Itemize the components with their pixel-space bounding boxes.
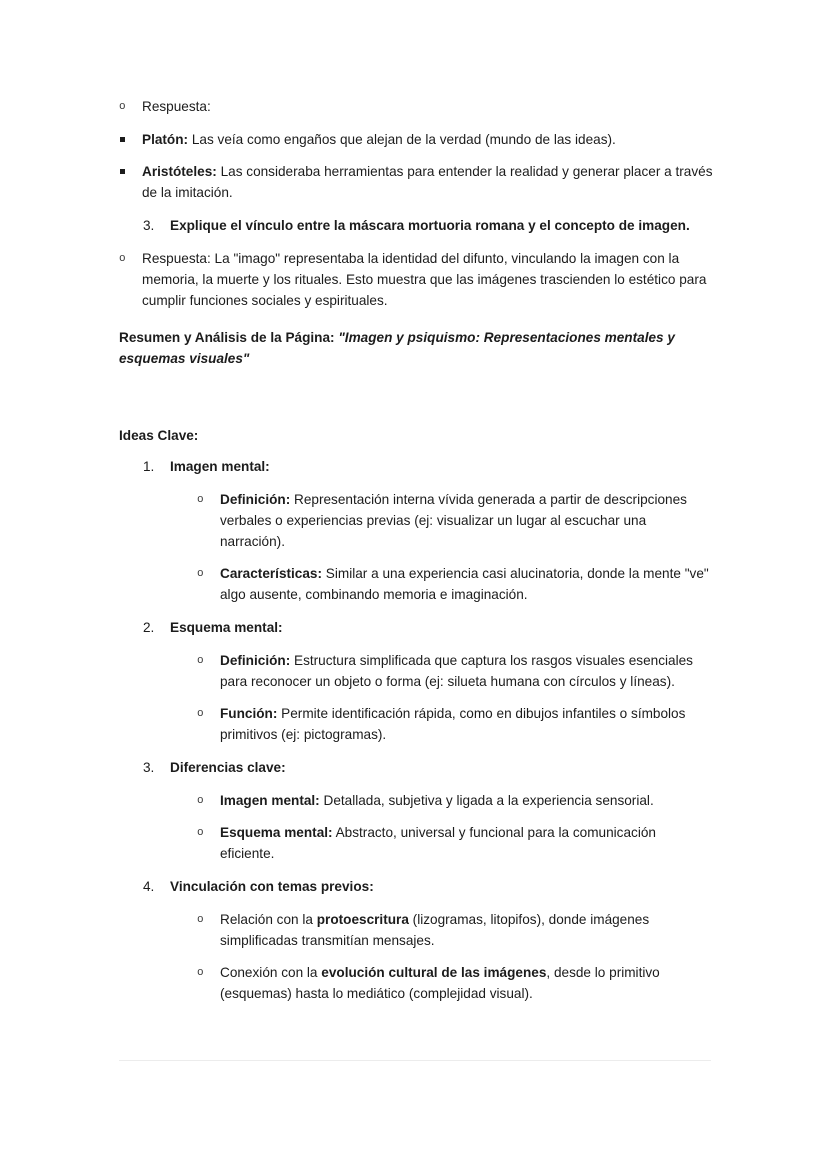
circle-bullet-icon: o — [197, 967, 204, 979]
circle-bullet-icon: o — [197, 795, 204, 807]
idea-subitem-list — [197, 790, 713, 864]
summary-heading-title: "Imagen y psiquismo: Representaciones mentales y esquemas visuales" — [119, 330, 675, 366]
detail-label: Función: — [220, 706, 278, 721]
idea-title: Vinculación con temas previos: — [170, 879, 374, 894]
circle-bullet-icon: o — [197, 568, 204, 580]
question-3-title: Explique el vínculo entre la máscara mortuoria romana y el concepto de imagen. — [170, 218, 690, 233]
platon-text: Las veía como engaños que alejan de la verdad (mundo de las ideas). — [188, 132, 616, 147]
list-item-idea-detail — [197, 563, 713, 605]
circle-bullet-icon: o — [197, 494, 204, 506]
spacer — [119, 117, 713, 129]
detail-text: Similar a una experiencia casi alucinatoria, donde la mente "ve" algo ausente, combinando memoria e imaginación. — [220, 566, 709, 602]
idea-subitem-list — [197, 650, 713, 745]
question-3-answer-list — [119, 248, 713, 311]
aristoteles-label: Aristóteles: — [142, 164, 217, 179]
list-item-idea — [143, 757, 713, 864]
list-item-idea-detail — [197, 650, 713, 692]
detail-label: Características: — [220, 566, 323, 581]
spacer — [119, 311, 713, 327]
question-3-block — [143, 215, 713, 236]
idea-subitem-list — [197, 489, 713, 605]
summary-heading — [119, 327, 713, 369]
detail-text: (lizogramas, litopifos), donde imágenes simplificadas transmitían mensajes. — [220, 912, 650, 948]
answer-group-q2 — [119, 96, 713, 117]
detail-label: Esquema mental: — [220, 825, 333, 840]
list-number: 4. — [143, 879, 155, 894]
list-item-idea — [143, 617, 713, 745]
list-item-respuesta-label — [119, 96, 713, 117]
detail-label: Definición: — [220, 492, 291, 507]
spacer — [119, 446, 713, 456]
circle-bullet-icon: o — [197, 914, 204, 926]
circle-bullet-icon: o — [119, 253, 126, 265]
idea-subitem-list — [197, 909, 713, 1004]
list-item-idea-detail — [197, 790, 713, 811]
list-item-idea-detail — [197, 962, 713, 1004]
spacer — [119, 369, 713, 425]
list-item-idea-detail — [197, 489, 713, 552]
list-number: 3. — [143, 760, 155, 775]
square-bullet-icon — [120, 169, 125, 174]
summary-heading-prefix: Resumen y Análisis de la Página: — [119, 330, 339, 345]
square-bullet-icon — [120, 137, 125, 142]
list-item-idea-detail — [197, 822, 713, 864]
list-item-platon — [119, 129, 713, 150]
detail-label: protoescritura — [316, 912, 409, 927]
detail-label: evolución cultural de las imágenes — [321, 965, 547, 980]
detail-text: Abstracto, universal y funcional para la comunicación eficiente. — [220, 825, 656, 861]
list-item-idea — [143, 456, 713, 605]
aristoteles-text: Las consideraba herramientas para entender la realidad y generar placer a través de la imitación. — [142, 164, 713, 200]
detail-text: Permite identificación rápida, como en dibujos infantiles o símbolos primitivos (ej: pictogramas). — [220, 706, 686, 742]
respuesta-label: Respuesta: — [142, 99, 211, 114]
question-3-answer-text: Respuesta: La "imago" representaba la identidad del difunto, vinculando la imagen con la memoria, la muerte y los rituales. Esto muestra que las imágenes trascienden lo estético para cumplir funciones sociales y espirituales. — [142, 251, 707, 308]
ideas-clave-heading: Ideas Clave: — [119, 428, 199, 443]
spacer — [119, 203, 713, 215]
detail-label: Imagen mental: — [220, 793, 320, 808]
list-item-aristoteles — [119, 161, 713, 203]
idea-title: Esquema mental: — [170, 620, 283, 635]
detail-prefix: Relación con la — [220, 912, 317, 927]
detail-prefix: Conexión con la — [220, 965, 322, 980]
list-item-idea-detail — [197, 909, 713, 951]
list-item-question-3-answer — [119, 248, 713, 311]
philosophers-list — [119, 129, 713, 203]
list-item-idea-detail — [197, 703, 713, 745]
circle-bullet-icon: o — [119, 101, 126, 113]
list-number: 3. — [143, 218, 155, 233]
detail-text: Detallada, subjetiva y ligada a la experiencia sensorial. — [319, 793, 654, 808]
idea-title: Imagen mental: — [170, 459, 270, 474]
list-number: 1. — [143, 459, 155, 474]
section-divider — [119, 1060, 711, 1061]
list-number: 2. — [143, 620, 155, 635]
document-content — [119, 96, 713, 1004]
circle-bullet-icon: o — [197, 827, 204, 839]
idea-title: Diferencias clave: — [170, 760, 286, 775]
platon-label: Platón: — [142, 132, 189, 147]
circle-bullet-icon: o — [197, 655, 204, 667]
detail-text: Estructura simplificada que captura los rasgos visuales esenciales para reconocer un objeto o forma (ej: silueta humana con círculos y líneas). — [220, 653, 693, 689]
list-item-idea — [143, 876, 713, 1004]
ideas-clave-list — [143, 456, 713, 1004]
circle-bullet-icon: o — [197, 708, 204, 720]
detail-text: , desde lo primitivo (esquemas) hasta lo mediático (complejidad visual). — [220, 965, 660, 1001]
detail-text: Representación interna vívida generada a partir de descripciones verbales o experiencias previas (ej: visualizar un lugar al escuchar una narración). — [220, 492, 687, 549]
list-item-question-3 — [143, 215, 713, 236]
detail-label: Definición: — [220, 653, 291, 668]
spacer — [119, 236, 713, 248]
